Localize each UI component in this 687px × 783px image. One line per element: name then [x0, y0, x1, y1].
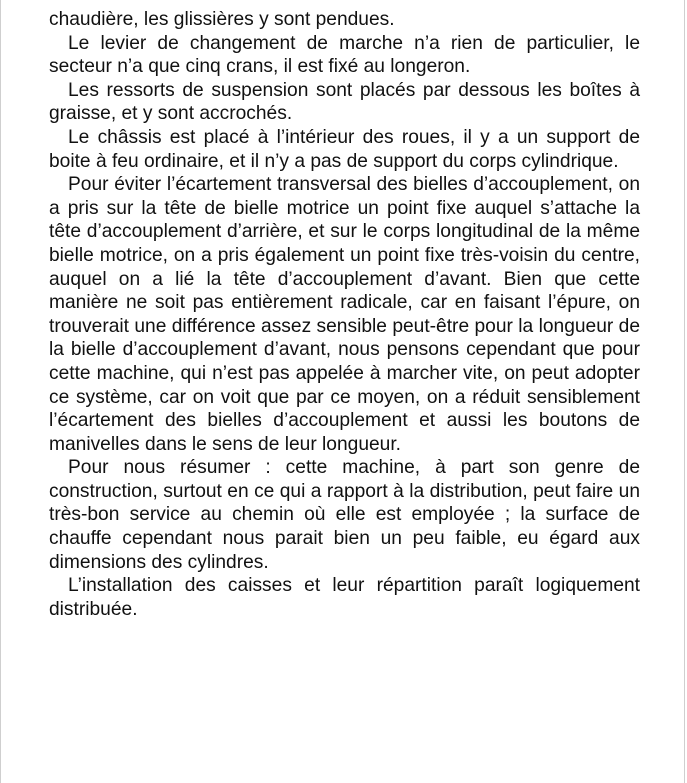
paragraph-tanks: L’installation des caisses et leur répartition paraît logiquement distribuée.	[49, 575, 640, 620]
paragraph-reversing-lever: Le levier de changement de marche n’a rien de particulier, le secteur n’a que cinq crans, il est fixé au longeron.	[49, 32, 640, 78]
paragraph-suspension-springs: Les ressorts de suspension sont placés par dessous les boîtes à graisse, et y sont accrochés.	[49, 79, 640, 125]
paragraph-coupling-rods: Pour éviter l’écartement transversal des bielles d’accouplement, on a pris sur la tête de bielle motrice un point fixe auquel s’attache la tête d’accouplement d’arrière, et sur le corps longitudinal de la même bielle motrice, on a pris également un point fixe très-voisin du centre, auquel on a lié la tête d’accouplement d’avant. Bien que cette manière ne soit pas entièrement radicale, car en faisant l’épure, on trouverait une différence assez sensible peut-être pour la longueur de la bielle d’accouplement d’avant, nous pensons cependant que pour cette machine, qui n’est pas appelée à marcher vite, on peut adopter ce système, car on voit que par ce moyen, on a réduit sensiblement l’écartement des bielles d’accouplement et aussi les boutons de manivelles dans le sens de leur longueur.	[49, 174, 640, 455]
paragraph-chassis: Le châssis est placé à l’intérieur des roues, il y a un support de boite à feu ordinaire, et il n’y a pas de support du corps cylindrique.	[49, 126, 640, 172]
paragraph-continuation: chaudière, les glissières y sont pendues.	[49, 9, 395, 30]
document-body	[49, 8, 640, 621]
paragraph-summary: Pour nous résumer : cette machine, à part son genre de construction, surtout en ce qui a rapport à la distribution, peut faire un très-bon service au chemin où elle est employée ; la surface de chauffe cependant nous parait bien un peu faible, eu égard aux dimensions des cylindres.	[49, 457, 640, 573]
